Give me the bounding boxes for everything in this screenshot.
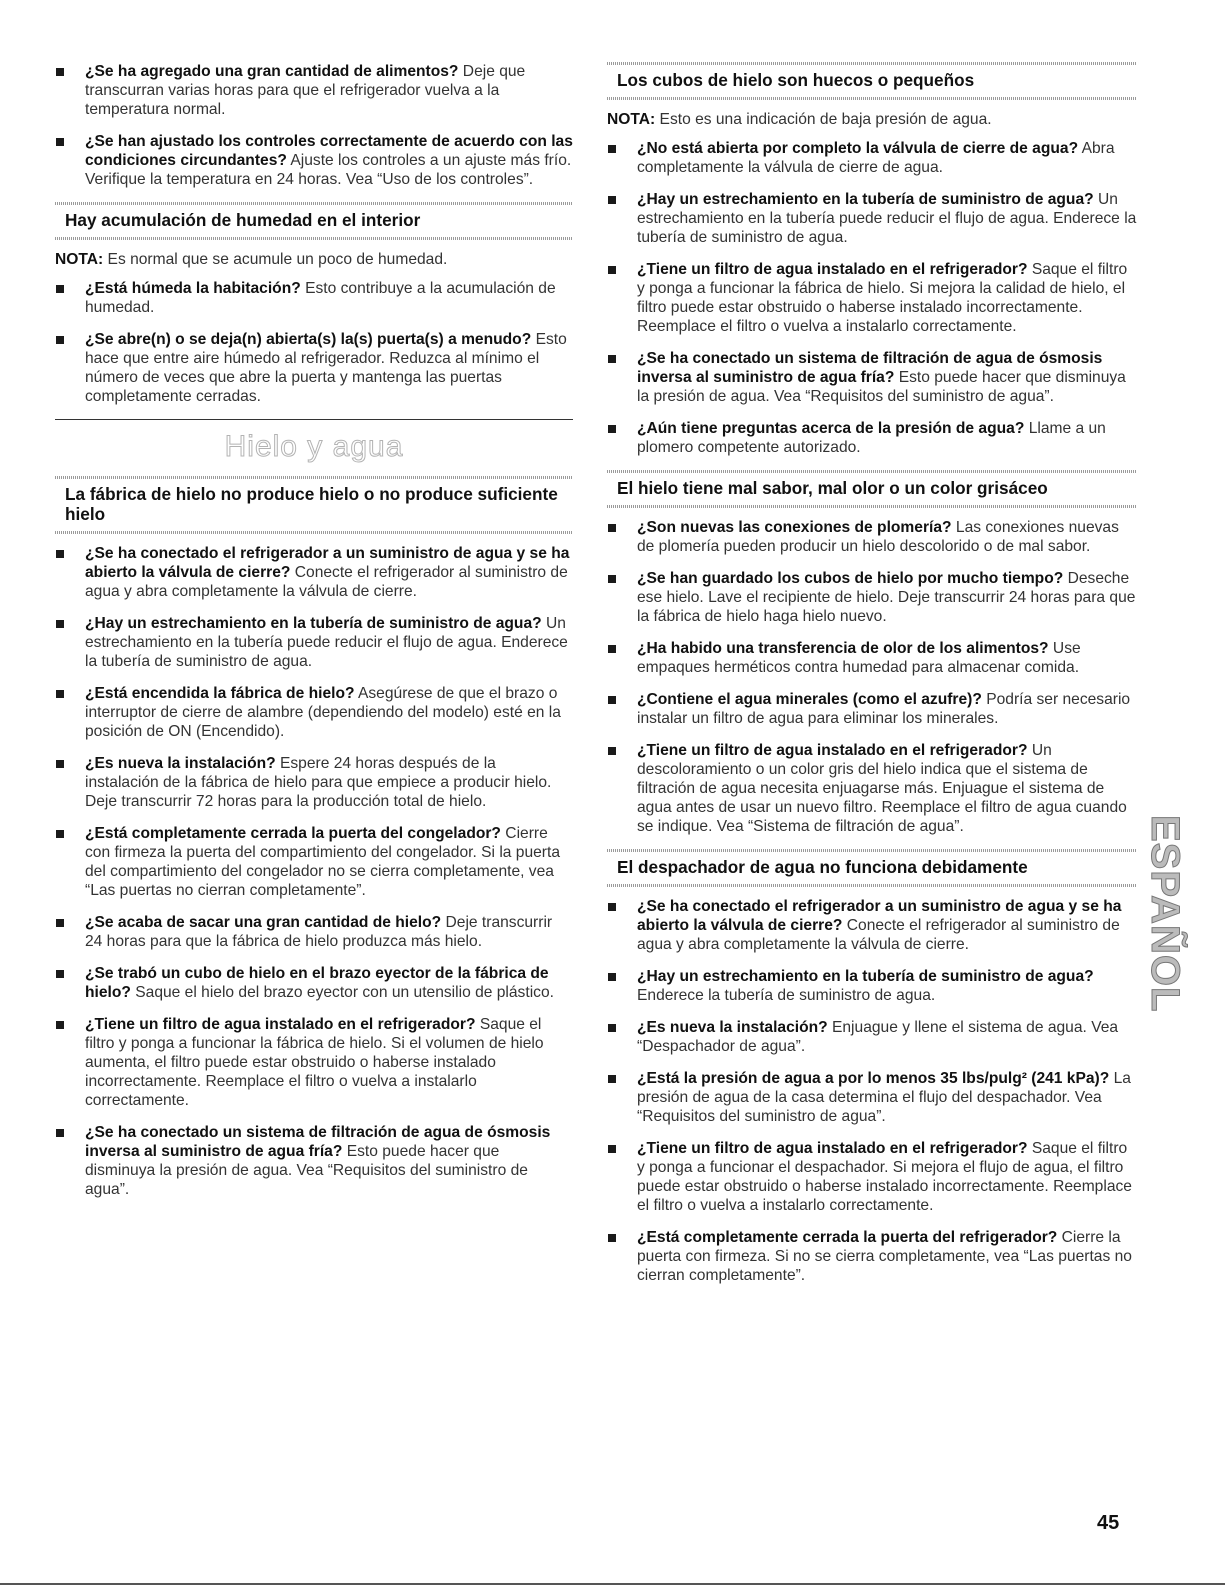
item-question: ¿Aún tiene preguntas acerca de la presión de agua? [637,420,1025,437]
item-question: ¿Se han guardado los cubos de hielo por mucho tiempo? [637,570,1064,587]
note-label: NOTA: [607,111,656,128]
item-answer: Esto puede hacer que disminuya la presión de agua. Vea “Requisitos del suministro de agua”. [637,369,1126,405]
item-question: ¿Se abre(n) o se deja(n) abierta(s) la(s) puerta(s) a menudo? [85,331,532,348]
item-question: ¿Está completamente cerrada la puerta del refrigerador? [637,1229,1058,1246]
item-answer: Llame a un plomero competente autorizado. [637,420,1106,456]
item-answer: Esto contribuye a la acumulación de humedad. [85,280,556,316]
troubleshooting-item [607,518,1137,556]
note [607,110,1137,129]
item-answer: Conecte el refrigerador al suministro de agua y abra completamente la válvula de cierre. [85,564,568,600]
bullet-icon [56,1129,64,1137]
section-title: Hay acumulación de humedad en el interior [65,210,421,230]
item-question: ¿Se ha agregado una gran cantidad de alimentos? [85,63,459,80]
item-question: ¿Contiene el agua minerales (como el azufre)? [637,691,982,708]
item-question: ¿Se acaba de sacar una gran cantidad de hielo? [85,914,442,931]
bullet-icon [56,620,64,628]
troubleshooting-item [55,754,573,811]
troubleshooting-item [607,569,1137,626]
right-column [607,62,1137,1298]
troubleshooting-item [55,684,573,741]
item-question: ¿Hay un estrechamiento en la tubería de suministro de agua? [637,968,1094,985]
section-header-hollow [607,62,1137,100]
page-number: 45 [1097,1512,1120,1534]
side-tab-espanol [1140,815,1192,1065]
troubleshooting-item [55,62,573,119]
bullet-icon [56,68,64,76]
troubleshooting-item [55,1123,573,1199]
item-answer: Un descoloramiento o un color gris del hielo indica que el sistema de filtración de agua necesita enjuagarse más. Enjuague el sistema de agua antes de usar un nuevo filtro. Reemplace el filtro de agua cuando se indique. Vea “Sistema de filtración de agua”. [637,742,1127,835]
item-answer: Deseche ese hielo. Lave el recipiente de hielo. Deje transcurrir 24 horas para que la fábrica de hielo haga hielo nuevo. [637,570,1136,625]
bullet-icon [608,645,616,653]
bullet-icon [608,145,616,153]
item-question: ¿Se ha conectado el refrigerador a un suministro de agua y se ha abierto la válvula de cierre? [85,545,570,581]
big-section-title: Hielo y agua [224,430,404,463]
item-answer: Deje transcurrir 24 horas para que la fábrica de hielo produzca más hielo. [85,914,553,950]
section-title: El despachador de agua no funciona debidamente [617,857,1028,877]
item-question: ¿No está abierta por completo la válvula de cierre de agua? [637,140,1079,157]
troubleshooting-item [55,964,573,1002]
bullet-icon [56,1021,64,1029]
item-answer: Esto puede hacer que disminuya la presión de agua. Vea “Requisitos del suministro de agua”. [85,1143,528,1198]
item-answer: Asegúrese de que el brazo o interruptor de cierre de alambre (dependiendo del modelo) esté en la posición de ON (Encendido). [85,685,561,740]
item-answer: Deje que transcurran varias horas para que el refrigerador vuelva a la temperatura normal. [85,63,526,118]
bullet-icon [608,1024,616,1032]
item-question: ¿Se ha conectado un sistema de filtración de agua de ósmosis inversa al suministro de agua fría? [637,350,1103,386]
bullet-icon [56,830,64,838]
troubleshooting-item [607,690,1137,728]
taste-items-list [607,518,1137,836]
item-question: ¿Tiene un filtro de agua instalado en el refrigerador? [637,261,1028,278]
troubleshooting-item [607,260,1137,336]
bullet-icon [608,973,616,981]
item-answer: Saque el filtro y ponga a funcionar la fábrica de hielo. Si el volumen de hielo aumenta, el filtro puede estar obstruido o haberse instalado incorrectamente. Reemplace el filtro o vuelva a instalarlo correctamente. [85,1016,544,1109]
troubleshooting-item [607,190,1137,247]
bullet-icon [56,919,64,927]
section-title: El hielo tiene mal sabor, mal olor o un color grisáceo [617,478,1048,498]
item-question: ¿Hay un estrechamiento en la tubería de suministro de agua? [637,191,1094,208]
bullet-icon [56,690,64,698]
bullet-icon [608,903,616,911]
item-answer: Saque el filtro y ponga a funcionar el despachador. Si mejora el flujo de agua, el filtro puede estar obstruido o haberse instalado incorrectamente. Reemplace el filtro o vuelva a instalarlo correctamente. [637,1140,1132,1214]
item-question: ¿Son nuevas las conexiones de plomería? [637,519,952,536]
troubleshooting-item [607,967,1137,1005]
item-answer: Cierre la puerta con firmeza. Si no se cierra completamente, vea “Las puertas no cierran completamente”. [637,1229,1132,1284]
troubleshooting-item [607,349,1137,406]
bullet-icon [608,355,616,363]
item-question: ¿Se han ajustado los controles correctamente de acuerdo con las condiciones circundantes? [85,133,573,169]
humidity-items-list [55,279,573,406]
troubleshooting-item [607,639,1137,677]
item-answer: Un estrechamiento en la tubería puede reducir el flujo de agua. Enderece la tubería de suministro de agua. [637,191,1137,246]
ice-maker-items-list [55,544,573,1199]
item-answer: Saque el hielo del brazo eyector con un utensilio de plástico. [130,984,554,1001]
bullet-icon [608,696,616,704]
note-text: Es normal que se acumule un poco de humedad. [103,251,448,268]
troubleshooting-item [55,544,573,601]
bullet-icon [56,760,64,768]
divider [55,419,573,420]
bullet-icon [56,970,64,978]
bullet-icon [608,575,616,583]
item-question: ¿Está húmeda la habitación? [85,280,301,297]
troubleshooting-item [55,1015,573,1110]
bullet-icon [608,1145,616,1153]
item-question: ¿Se ha conectado un sistema de filtración de agua de ósmosis inversa al suministro de agua fría? [85,1124,551,1160]
hollow-items-list [607,139,1137,457]
section-title: La fábrica de hielo no produce hielo o no produce suficiente hielo [65,484,558,524]
item-question: ¿Se trabó un cubo de hielo en el brazo eyector de la fábrica de hielo? [85,965,549,1001]
item-question: ¿Se ha conectado el refrigerador a un suministro de agua y se ha abierto la válvula de cierre? [637,898,1122,934]
item-answer: Enjuague y llene el sistema de agua. Vea “Despachador de agua”. [637,1019,1119,1055]
bullet-icon [608,196,616,204]
note-text: Esto es una indicación de baja presión de agua. [655,111,992,128]
section-title: Los cubos de hielo son huecos o pequeños [617,70,975,90]
item-answer: Esto hace que entre aire húmedo al refrigerador. Reduzca al mínimo el número de veces que abre la puerta y mantenga las puertas completamente cerradas. [85,331,567,405]
note [55,250,573,269]
section-header-humidity [55,202,573,240]
item-question: ¿Tiene un filtro de agua instalado en el refrigerador? [637,1140,1028,1157]
item-question: ¿Es nueva la instalación? [85,755,276,772]
item-answer: Abra completamente la válvula de cierre de agua. [637,140,1115,176]
item-question: ¿Hay un estrechamiento en la tubería de suministro de agua? [85,615,542,632]
troubleshooting-item [607,741,1137,836]
troubleshooting-item [607,1018,1137,1056]
troubleshooting-item [607,1228,1137,1285]
troubleshooting-item [55,330,573,406]
bullet-icon [608,266,616,274]
left-column [55,62,573,1212]
item-question: ¿Es nueva la instalación? [637,1019,828,1036]
troubleshooting-item [55,824,573,900]
side-tab-text: ESPAÑOL [1143,815,1187,1013]
item-question: ¿Tiene un filtro de agua instalado en el refrigerador? [85,1016,476,1033]
section-header-taste [607,470,1137,508]
item-answer: Use empaques herméticos contra humedad para almacenar comida. [637,640,1081,676]
section-header-dispenser [607,849,1137,887]
troubleshooting-item [607,419,1137,457]
troubleshooting-item [55,279,573,317]
item-answer: Espere 24 horas después de la instalación de la fábrica de hielo para que empiece a producir hielo. Deje transcurrir 72 horas para la producción total de hielo. [85,755,552,810]
bullet-icon [56,285,64,293]
item-question: ¿Está completamente cerrada la puerta del congelador? [85,825,501,842]
item-answer: Podría ser necesario instalar un filtro de agua para eliminar los minerales. [637,691,1131,727]
item-answer: Conecte el refrigerador al suministro de agua y abra completamente la válvula de cierre. [637,917,1120,953]
bullet-icon [608,524,616,532]
item-answer: Un estrechamiento en la tubería puede reducir el flujo de agua. Enderece la tubería de suministro de agua. [85,615,568,670]
top-items-list [55,62,573,189]
dispenser-items-list [607,897,1137,1285]
item-answer: Las conexiones nuevas de plomería pueden producir un hielo descolorido o de mal sabor. [637,519,1119,555]
item-question: ¿Tiene un filtro de agua instalado en el refrigerador? [637,742,1028,759]
bullet-icon [608,1075,616,1083]
item-answer: Enderece la tubería de suministro de agua. [637,987,936,1004]
troubleshooting-item [607,139,1137,177]
item-answer: La presión de agua de la casa determina el flujo del despachador. Vea “Requisitos del suministro de agua”. [637,1070,1131,1125]
troubleshooting-item [607,1139,1137,1215]
bullet-icon [608,747,616,755]
item-question: ¿Está la presión de agua a por lo menos 35 lbs/pulg² (241 kPa)? [637,1070,1110,1087]
item-answer: Saque el filtro y ponga a funcionar la fábrica de hielo. Si mejora la calidad de hielo, el filtro puede estar obstruido o haberse instalado incorrectamente. Reemplace el filtro o vuelva a instalarlo correctamente. [637,261,1128,335]
troubleshooting-item [55,913,573,951]
bullet-icon [56,336,64,344]
bullet-icon [56,550,64,558]
troubleshooting-item [55,614,573,671]
item-answer: Cierre con firmeza la puerta del compartimiento del congelador. Si la puerta del compartimiento del congelador no se cierra completamente, vea “Las puertas no cierran completamente”. [85,825,561,899]
troubleshooting-item [607,897,1137,954]
section-header-ice-maker [55,476,573,534]
note-label: NOTA: [55,251,104,268]
troubleshooting-item [607,1069,1137,1126]
bullet-icon [56,138,64,146]
item-question: ¿Está encendida la fábrica de hielo? [85,685,355,702]
item-question: ¿Ha habido una transferencia de olor de los alimentos? [637,640,1049,657]
troubleshooting-item [55,132,573,189]
item-answer: Ajuste los controles a un ajuste más frío. Verifique la temperatura en 24 horas. Vea “Uso de los controles”. [85,152,572,188]
bullet-icon [608,425,616,433]
bullet-icon [608,1234,616,1242]
